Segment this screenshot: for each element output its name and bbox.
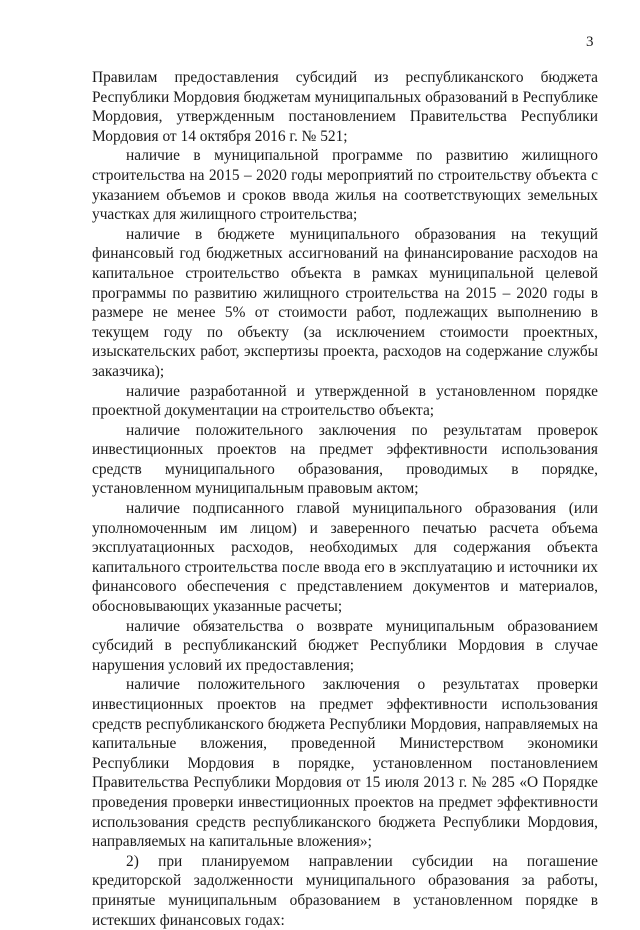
paragraph-municipal-review: наличие положительного заключения по результатам проверок инвестиционных проектов на предмет эффективности использования средств муниципального образования, проводимых в порядке, установленном муниципальным правовым актом;	[92, 421, 598, 498]
paragraph-project-documentation: наличие разработанной и утвержденной в установленном порядке проектной документации на строительство объекта;	[92, 382, 598, 420]
document-body	[92, 68, 598, 930]
paragraph-item-2: 2) при планируемом направлении субсидии на погашение кредиторской задолженности муниципального образования за работы, принятые муниципальным образованием в установленном порядке в истекших финансовых годах:	[92, 852, 598, 929]
page-number: 3	[586, 34, 594, 50]
paragraph-budget-allocations: наличие в бюджете муниципального образования на текущий финансовый год бюджетных ассигнований на финансирование расходов на капитальное строительство объекта в рамках муниципальной целевой программы по развитию жилищного строительства на 2015 – 2020 годы в размере не менее 5% от стоимости работ, подлежащих выполнению в текущем году по объекту (за исключением стоимости проектных, изыскательских работ, экспертизы проекта, расходов на содержание службы заказчика);	[92, 225, 598, 380]
paragraph-housing-program: наличие в муниципальной программе по развитию жилищного строительства на 2015 – 2020 годы мероприятий по строительству объекта с указанием объемов и сроков ввода жилья на соответствующих земельных участках для жилищного строительства;	[92, 147, 598, 224]
paragraph-refund-obligation: наличие обязательства о возврате муниципальным образованием субсидий в республиканский бюджет Республики Мордовия в случае нарушения условий их предоставления;	[92, 617, 598, 674]
paragraph-operating-costs: наличие подписанного главой муниципального образования (или уполномоченным им лицом) и заверенного печатью расчета объема эксплуатационных расходов, необходимых для содержания объекта капитального строительства после ввода его в эксплуатацию и источники их финансового обеспечения с представлением документов и материалов, обосновывающих указанные расчеты;	[92, 500, 598, 616]
paragraph-republican-review: наличие положительного заключения о результатах проверки инвестиционных проектов на предмет эффективности использования средств республиканского бюджета Республики Мордовия, направляемых на капитальные вложения, проведенной Министерством экономики Республики Мордовия в порядке, установленном постановлением Правительства Республики Мордовия от 15 июля 2013 г. № 285 «О Порядке проведения проверки инвестиционных проектов на предмет эффективности использования средств республиканского бюджета Республики Мордовия, направляемых на капитальные вложения»;	[92, 676, 598, 851]
paragraph-continuation: Правилам предоставления субсидий из республиканского бюджета Республики Мордовия бюджетам муниципальных образований в Республике Мордовия, утвержденным постановлением Правительства Республики Мордовия от 14 октября 2016 г. № 521;	[92, 69, 598, 145]
